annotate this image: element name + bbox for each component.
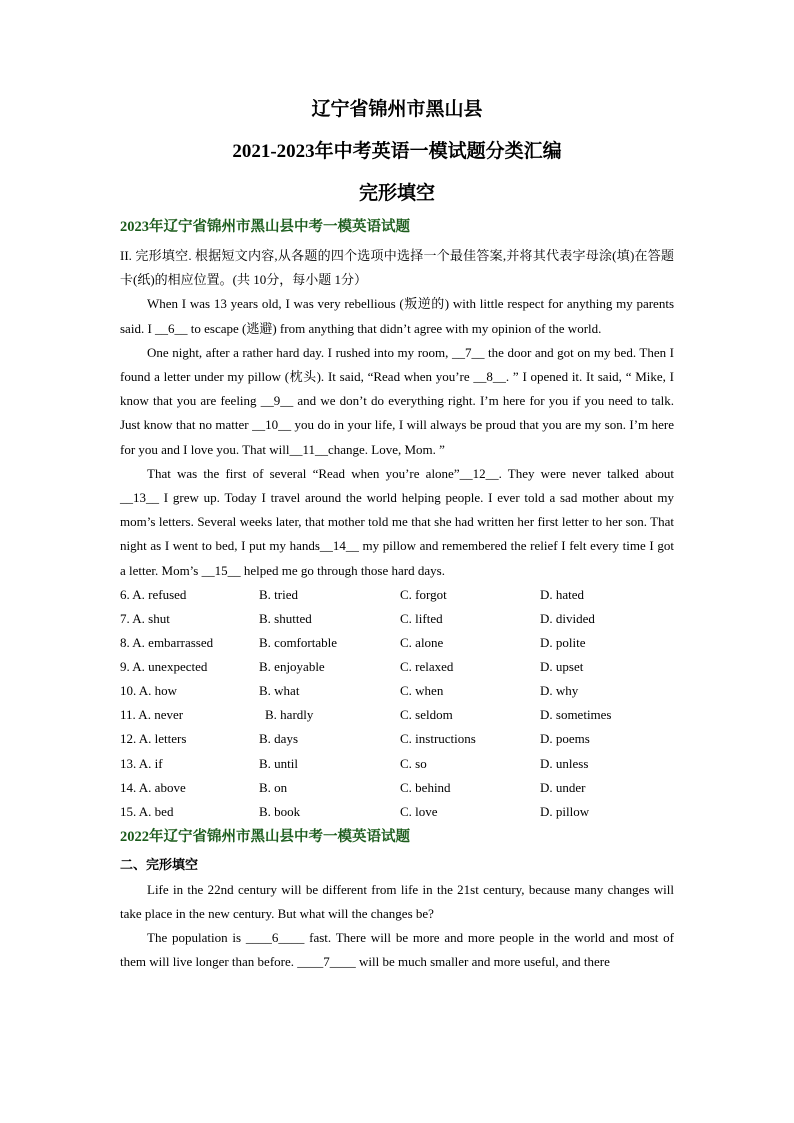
option-a: 11. A. never bbox=[120, 707, 184, 723]
document-content bbox=[120, 92, 674, 975]
option-a: 15. A. bed bbox=[120, 803, 174, 819]
option-c: C. behind bbox=[400, 779, 451, 795]
option-a: 6. A. refused bbox=[120, 586, 187, 602]
option-b: B. what bbox=[259, 683, 300, 699]
document-title-line3: 完形填空 bbox=[358, 183, 435, 204]
section-heading-2023: 2023年辽宁省锦州市黑山县中考一模英语试题 bbox=[120, 219, 410, 235]
option-d: D. upset bbox=[540, 659, 584, 675]
option-d: D. divided bbox=[540, 610, 595, 626]
answer-options bbox=[120, 583, 674, 824]
option-d: D. sometimes bbox=[540, 707, 612, 723]
option-d: D. pillow bbox=[540, 803, 590, 819]
option-d: D. unless bbox=[540, 755, 589, 771]
option-c: C. alone bbox=[400, 635, 444, 651]
option-a: 14. A. above bbox=[120, 779, 186, 795]
option-b: B. shutted bbox=[259, 610, 312, 626]
option-d: D. why bbox=[540, 683, 579, 699]
option-d: D. poems bbox=[540, 731, 590, 747]
option-c: C. when bbox=[400, 683, 444, 699]
option-a: 8. A. embarrassed bbox=[120, 635, 214, 651]
option-b: B. comfortable bbox=[259, 635, 337, 651]
option-row-13 bbox=[120, 752, 674, 776]
option-b: B. on bbox=[259, 779, 288, 795]
passage-paragraph-2: One night, after a rather hard day. I rushed into my room, __7__ the door and got on my bed. Then I found a letter under my pillow (枕头). It said, “Read when you’re __8__. ” I opened it. It said, “ Mike, I know that you are feeling __9__ and we don’t do everything right. I’m here for you if you need to talk. Just know that no matter __10__ you do in your life, I will always be proud that you are my son. I’m here for you and I love you. That will__11__change. Love, Mom. ” bbox=[120, 344, 674, 457]
document-title-line2: 2021-2023年中考英语一模试题分类汇编 bbox=[232, 141, 562, 162]
option-c: C. seldom bbox=[400, 707, 453, 723]
option-c: C. forgot bbox=[400, 586, 447, 602]
section-subheading-2022: 二、完形填空 bbox=[120, 856, 199, 872]
passage-paragraph-1: When I was 13 years old, I was very rebellious (叛逆的) with little respect for anything my parents said. I __6__ to escape (逃避) from anything that didn’t agree with my opinion of the world. bbox=[120, 296, 674, 336]
option-row-10 bbox=[120, 679, 674, 703]
option-row-7 bbox=[120, 607, 674, 631]
option-a: 12. A. letters bbox=[120, 731, 187, 747]
instruction-text: II. 完形填空. 根据短文内容,从各题的四个选项中选择一个最佳答案,并将其代表字母涂(填)在答题卡(纸)的相应位置。(共 10分，每小题 1分） bbox=[120, 248, 674, 288]
option-row-12 bbox=[120, 727, 674, 751]
option-c: C. instructions bbox=[400, 731, 476, 747]
option-c: C. lifted bbox=[400, 610, 443, 626]
passage-paragraph-3: That was the first of several “Read when you’re alone”__12__. They were never talked about __13__ I grew up. Today I travel around the world helping people. I ever told a sad mother about my mom’s letters. Several weeks later, that mother told me that she had written her first letter to her son. That night as I went to bed, I put my hands__14__ my pillow and remembered the relief I felt every time I got a letter. Mom’s __15__ helped me go through those hard days. bbox=[120, 465, 674, 578]
option-b: B. tried bbox=[259, 586, 298, 602]
option-a: 9. A. unexpected bbox=[120, 659, 208, 675]
option-b: B. days bbox=[259, 731, 298, 747]
option-b: B. until bbox=[259, 755, 299, 771]
passage-2022-paragraph-2: The population is ____6____ fast. There will be more and more people in the world and most of them will live longer than before. ____7____ will be much smaller and more useful, and there bbox=[120, 930, 674, 970]
option-b: B. enjoyable bbox=[259, 659, 325, 675]
option-row-8 bbox=[120, 631, 674, 655]
option-a: 13. A. if bbox=[120, 755, 163, 771]
option-c: C. love bbox=[400, 803, 438, 819]
option-row-11 bbox=[120, 703, 674, 727]
option-a: 7. A. shut bbox=[120, 610, 170, 626]
option-b: B. book bbox=[259, 803, 301, 819]
option-a: 10. A. how bbox=[120, 683, 178, 699]
option-d: D. hated bbox=[540, 586, 585, 602]
option-b: B. hardly bbox=[265, 707, 314, 723]
option-row-9 bbox=[120, 655, 674, 679]
document-title-line1: 辽宁省锦州市黑山县 bbox=[311, 99, 483, 120]
option-c: C. so bbox=[400, 755, 427, 771]
option-row-14 bbox=[120, 776, 674, 800]
option-d: D. polite bbox=[540, 635, 586, 651]
option-d: D. under bbox=[540, 779, 586, 795]
passage-2022-paragraph-1: Life in the 22nd century will be different from life in the 21st century, because many changes will take place in the new century. But what will the changes be? bbox=[120, 881, 674, 921]
option-row-15 bbox=[120, 800, 674, 824]
section-heading-2022: 2022年辽宁省锦州市黑山县中考一模英语试题 bbox=[120, 828, 410, 845]
option-row-6 bbox=[120, 583, 674, 607]
option-c: C. relaxed bbox=[400, 659, 454, 675]
